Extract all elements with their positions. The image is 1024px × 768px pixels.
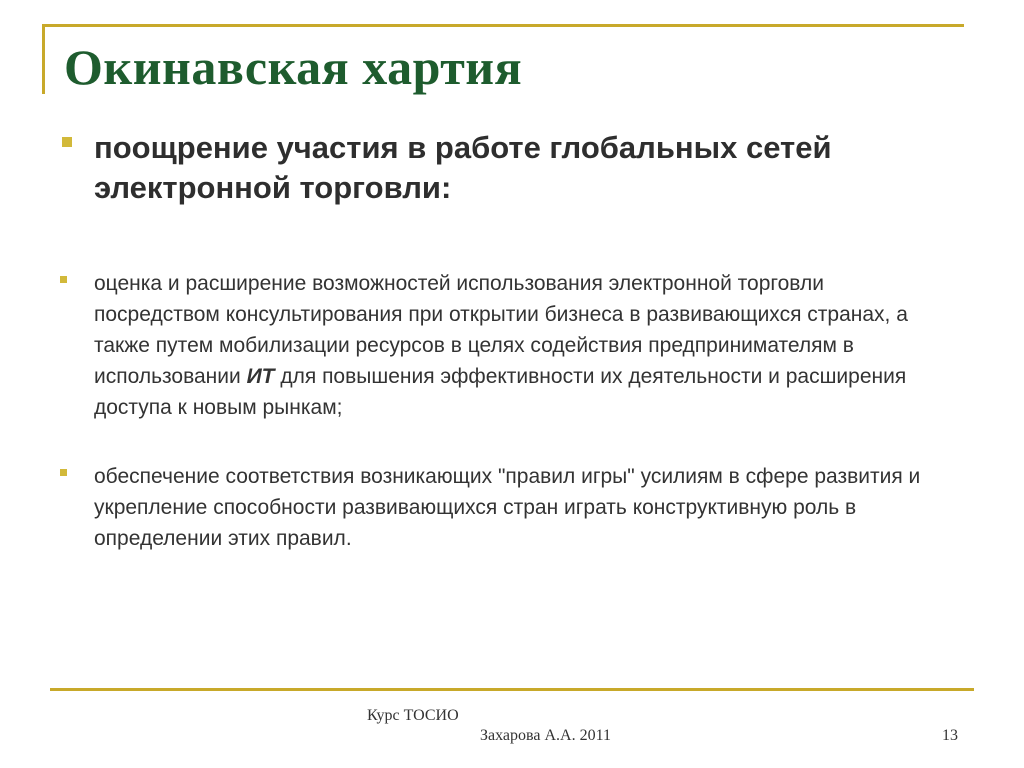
square-bullet-icon [62,137,72,147]
main-bullet-text: поощрение участия в работе глобальных сетей электронной торговли: [94,130,832,205]
bottom-divider [50,688,974,691]
sub-bullet-text-part: для повышения эффективности их деятельности и расширения доступа к новым рынкам; [94,365,907,419]
it-emphasis: ИТ [246,365,275,388]
square-bullet-icon [60,276,67,283]
footer-author: Захарова А.А. 2011 [480,727,611,744]
top-divider [42,24,964,27]
sub-bullet-text: обеспечение соответствия возникающих "правил игры" усилиям в сфере развития и укрепление способности развивающихся стран играть конструктивную роль в определении этих правил. [94,465,921,550]
footer-course: Курс ТОСИО [367,707,459,724]
slide-title: Окинавская хартия [64,39,523,95]
main-bullet [62,128,922,208]
sub-bullet-1 [60,268,950,423]
square-bullet-icon [60,469,67,476]
left-divider [42,24,45,94]
sub-bullet-text [94,268,950,423]
page-number: 13 [942,727,958,744]
sub-bullet-text-part: оценка и расширение возможностей использования электронной торговли посредством консультирования при открытии бизнеса в развивающихся странах, а также путем мобилизации ресурсов в целях содействия предпринимателям в использовании [94,272,908,388]
sub-bullet-2 [60,461,950,554]
